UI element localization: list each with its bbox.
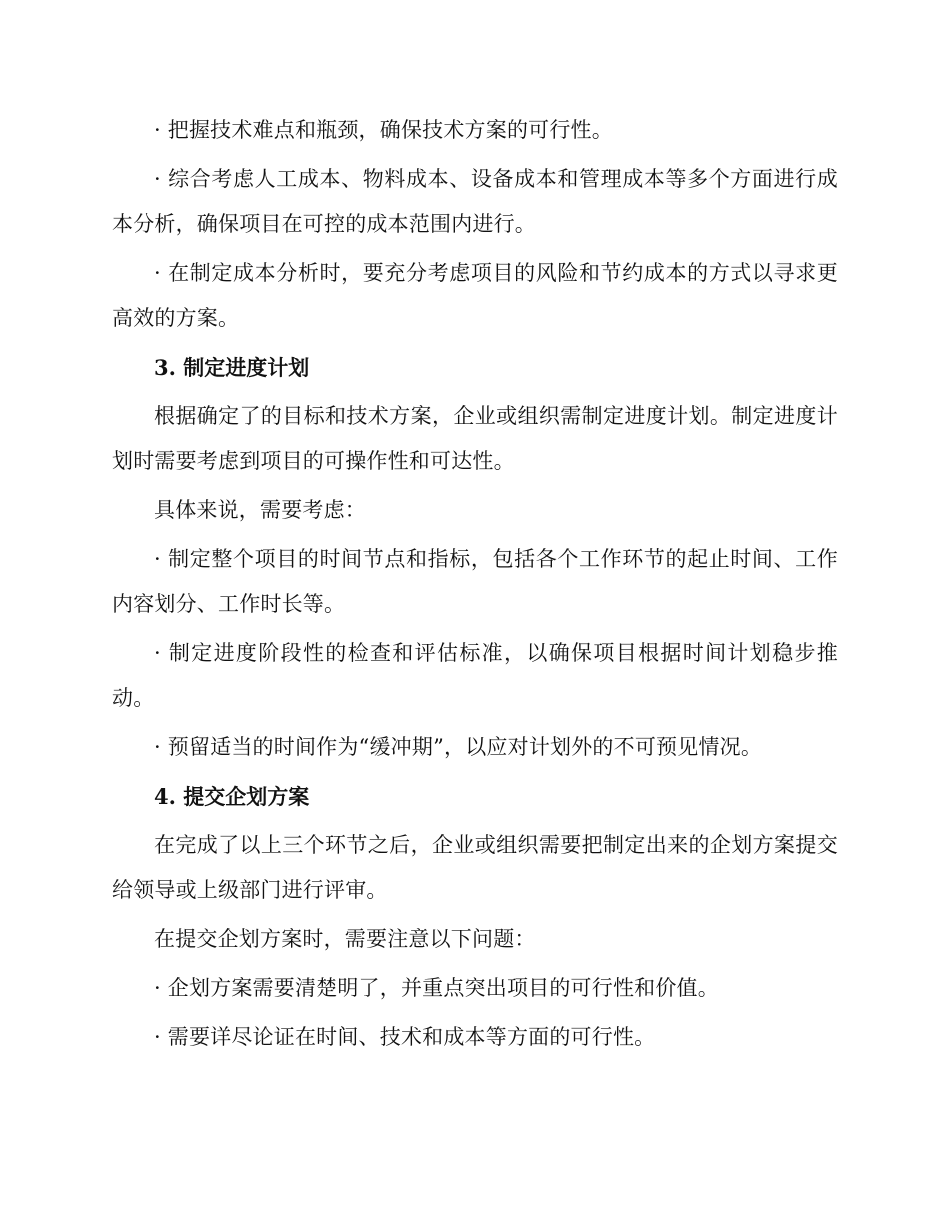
body-paragraph: 具体来说，需要考虑： <box>154 498 366 522</box>
bullet-paragraph: · 企划方案需要清楚明了，并重点突出项目的可行性和价值。 <box>154 976 719 1000</box>
bullet-paragraph: · 需要详尽论证在时间、技术和成本等方面的可行性。 <box>154 1025 656 1049</box>
bullet-paragraph: · 在制定成本分析时，要充分考虑项目的风险和节约成本的方式以寻求更高效的方案。 <box>112 261 838 330</box>
body-paragraph: 在提交企划方案时，需要注意以下问题： <box>154 927 536 951</box>
bullet-paragraph: · 制定进度阶段性的检查和评估标准，以确保项目根据时间计划稳步推动。 <box>112 641 838 710</box>
section-heading: 4. 提交企划方案 <box>154 784 310 809</box>
body-paragraph: 在完成了以上三个环节之后，企业或组织需要把制定出来的企划方案提交给领导或上级部门进行评审。 <box>112 833 838 902</box>
body-paragraph: 根据确定了的目标和技术方案，企业或组织需制定进度计划。制定进度计划时需要考虑到项目的可操作性和可达性。 <box>112 404 838 473</box>
bullet-paragraph: · 把握技术难点和瓶颈，确保技术方案的可行性。 <box>154 118 613 142</box>
bullet-paragraph: · 制定整个项目的时间节点和指标，包括各个工作环节的起止时间、工作内容划分、工作时长等。 <box>112 547 838 616</box>
section-heading: 3. 制定进度计划 <box>154 355 310 380</box>
bullet-paragraph: · 综合考虑人工成本、物料成本、设备成本和管理成本等多个方面进行成本分析，确保项目在可控的成本范围内进行。 <box>112 167 838 236</box>
bullet-paragraph: · 预留适当的时间作为“缓冲期”，以应对计划外的不可预见情况。 <box>154 735 763 759</box>
